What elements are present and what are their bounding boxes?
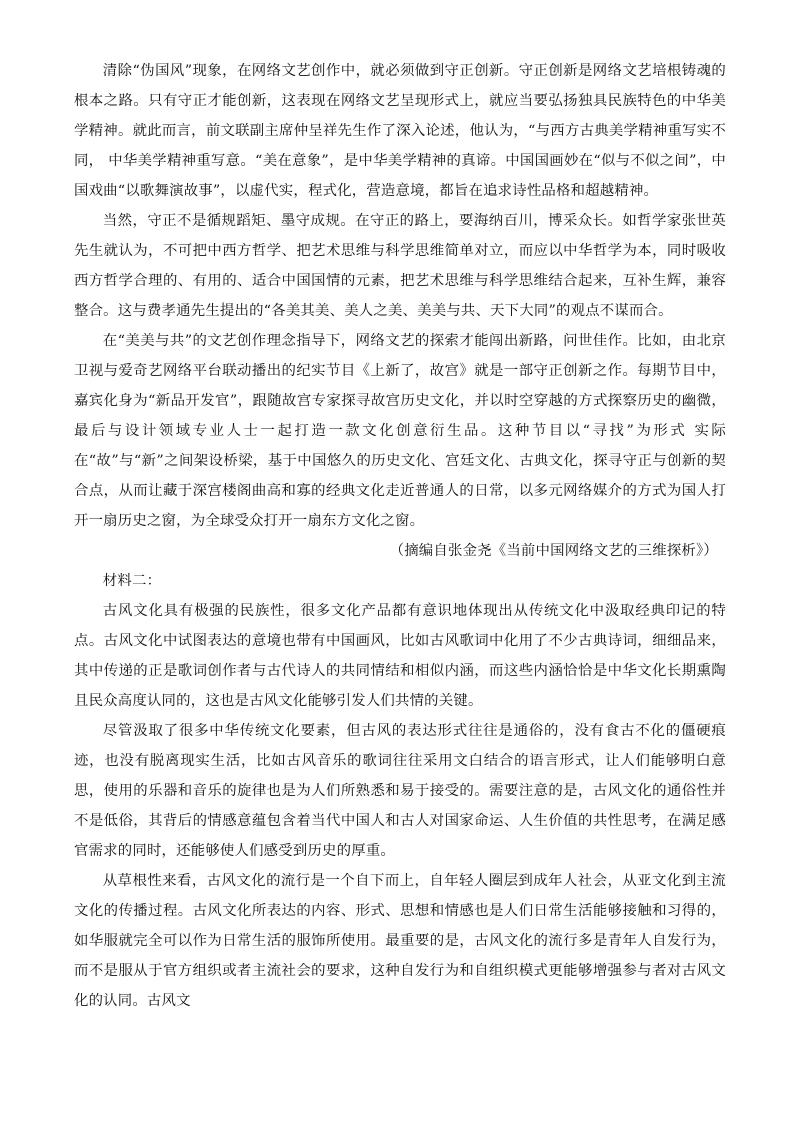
- material2-paragraph-3: 从草根性来看，古风文化的流行是一个自下而上，自年轻人圈层到成年人社会，从亚文化到主流文化的传播过程。古风文化所表达的内容、形式、思想和情感也是人们日常生活能够接触和习得的，如华服就完全可以作为日常生活的服饰所使用。最重要的是，古风文化的流行多是青年人自发行为，而不是服从于官方组织或者主流社会的要求，这种自发行为和自组织模式更能够增强参与者对古风文化的认同。古风文: [74, 873, 726, 1009]
- material1-paragraph-3: 在“美美与共”的文艺创作理念指导下，网络文艺的探索才能闯出新路，问世佳作。比如，由北京卫视与爱奇艺网络平台联动播出的纪实节目《上新了，故宫》就是一部守正创新之作。每期节目中，嘉宾化身为“新品开发官”，跟随故宫专家探寻故宫历史文化，并以时空穿越的方式探察历史的幽微，最后与设计领域专业人士一起打造一款文化创意衍生品。这种节目以“寻找”为形式 实际在“故”与“新”之间架设桥梁，基于中国悠久的历史文化、宫廷文化、古典文化，探寻守正与创新的契合点，从而让藏于深宫楼阁曲高和寡的经典文化走近普通人的日常，以多元网络媒介的方式为国人打开一扇历史之窗，为全球受众打开一扇东方文化之窗。: [74, 333, 726, 529]
- material2-paragraph-2: 尽管汲取了很多中华传统文化要素，但古风的表达形式往往是通俗的，没有食古不化的僵硬痕迹，也没有脱离现实生活，比如古风音乐的歌词往往采用文白结合的语言形式，让人们能够明白意思，使用的乐器和音乐的旋律也是为人们所熟悉和易于接受的。需要注意的是，古风文化的通俗性并不是低俗，其背后的情感意蕴包含着当代中国人和古人对国家命运、人生价值的共性思考，在满足感官需求的同时，还能够使人们感受到历史的厚重。: [74, 723, 726, 859]
- material1-paragraph-1: 清除“伪国风”现象，在网络文艺创作中，就必须做到守正创新。守正创新是网络文艺培根铸魂的根本之路。只有守正才能创新，这表现在网络文艺呈现形式上，就应当要弘扬独具民族特色的中华美学精神。就此而言，前文联副主席仲呈祥先生作了深入论述，他认为，“与西方古典美学精神重写实不同， 中华美学精神重写意。“美在意象”，是中华美学精神的真谛。中国国画妙在“似与不似之间”，中国戏曲“以歌舞演故事”，以虚代实，程式化，营造意境，都旨在追求诗性品格和超越精神。: [74, 63, 726, 199]
- material1-source: （摘编自张金尧《当前中国网络文艺的三维探析》）: [389, 543, 718, 559]
- document-page: [74, 56, 726, 1016]
- material2-paragraph-1: 古风文化具有极强的民族性，很多文化产品都有意识地体现出从传统文化中汲取经典印记的特点。古风文化中试图表达的意境也带有中国画风，比如古风歌词中化用了不少古典诗词，细细品来，其中传递的正是歌词创作者与古代诗人的共同情结和相似内涵，而这些内涵恰恰是中华文化长期熏陶且民众高度认同的，这也是古风文化能够引发人们共情的关键。: [74, 603, 726, 709]
- material2-heading: 材料二：: [102, 573, 162, 589]
- material1-paragraph-2: 当然，守正不是循规蹈矩、墨守成规。在守正的路上，要海纳百川，博采众长。如哲学家张世英先生就认为，不可把中西方哲学、把艺术思维与科学思维简单对立，而应以中华哲学为本，同时吸收西方哲学合理的、有用的、适合中国国情的元素，把艺术思维与科学思维结合起来，互补生辉，兼容整合。这与费孝通先生提出的“各美其美、美人之美、美美与共、天下大同”的观点不谋而合。: [74, 213, 726, 319]
